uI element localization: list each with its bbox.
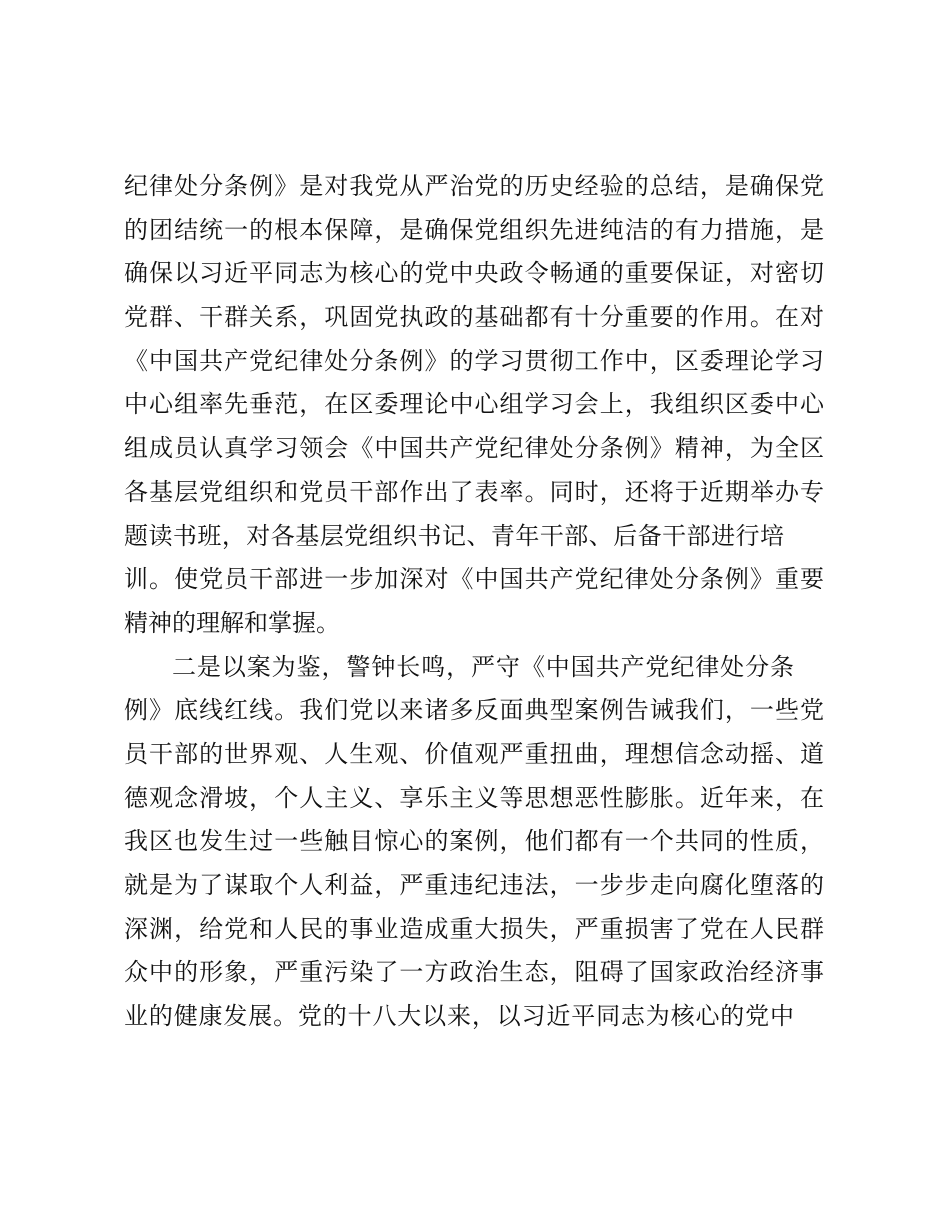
text-line: 的团结统一的根本保障，是确保党组织先进纯洁的有力措施，是 [124, 215, 824, 244]
text-line: 就是为了谋取个人利益，严重违纪违法，一步步走向腐化堕落的 [124, 871, 824, 899]
text-line: 例》底线红线。我们党以来诸多反面典型案例告诫我们，一些党 [124, 696, 824, 725]
text-line: 题读书班，对各基层党组织书记、青年干部、后备干部进行培 [124, 521, 784, 550]
text-line: 员干部的世界观、人生观、价值观严重扭曲，理想信念动摇、道 [124, 739, 824, 768]
paragraph-first-line: 二是以案为鉴，警钟长鸣，严守《中国共产党纪律处分条 [172, 652, 794, 681]
text-line: 各基层党组织和党员干部作出了表率。同时，还将于近期举办专 [124, 477, 824, 506]
text-line: 确保以习近平同志为核心的党中央政令畅通的重要保证，对密切 [124, 259, 824, 288]
text-line: 精神的理解和掌握。 [124, 608, 340, 637]
text-line: 我区也发生过一些触目惊心的案例，他们都有一个共同的性质， [124, 827, 824, 856]
text-line: 训。使党员干部进一步加深对《中国共产党纪律处分条例》重要 [124, 565, 824, 594]
text-line: 中心组率先垂范，在区委理论中心组学习会上，我组织区委中心 [124, 390, 824, 419]
text-line: 党群、干群关系，巩固党执政的基础都有十分重要的作用。在对 [124, 303, 824, 332]
text-line: 纪律处分条例》是对我党从严治党的历史经验的总结，是确保党 [124, 172, 824, 200]
body-text [124, 165, 824, 1039]
text-line: 众中的形象，严重污染了一方政治生态，阻碍了国家政治经济事 [124, 958, 824, 987]
text-line: 《中国共产党纪律处分条例》的学习贯彻工作中，区委理论学习 [124, 346, 824, 375]
text-line: 业的健康发展。党的十八大以来，以习近平同志为核心的党中 [124, 1002, 794, 1031]
text-line: 组成员认真学习领会《中国共产党纪律处分条例》精神，为全区 [124, 434, 824, 463]
text-line: 德观念滑坡，个人主义、享乐主义等思想恶性膨胀。近年来，在 [124, 783, 824, 812]
text-line: 深渊，给党和人民的事业造成重大损失，严重损害了党在人民群 [124, 914, 824, 943]
